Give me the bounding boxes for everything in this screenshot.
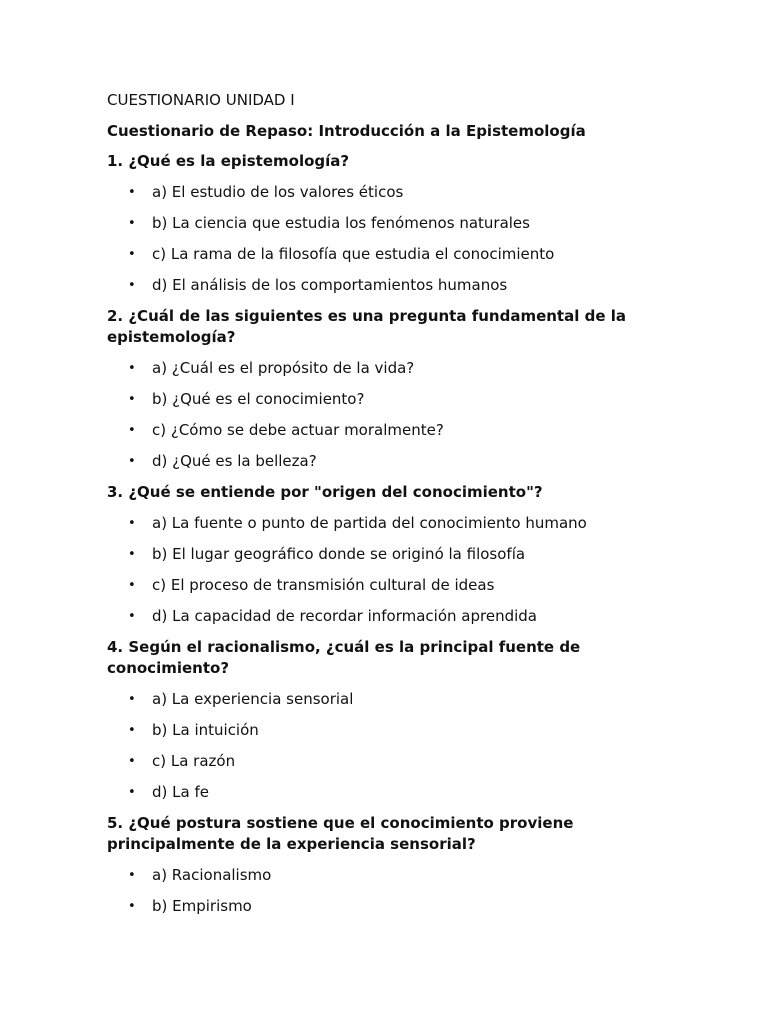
- bullet-icon: •: [128, 185, 136, 200]
- bullet-icon: •: [128, 578, 136, 593]
- bullet-icon: •: [128, 423, 136, 438]
- option-item: [107, 513, 667, 534]
- option-item: [107, 689, 667, 710]
- question-5: [107, 813, 667, 917]
- question-text: 2. ¿Cuál de las siguientes es una pregunta fundamental de la epistemología?: [107, 307, 626, 346]
- option-item: [107, 451, 667, 472]
- option-item: [107, 575, 667, 596]
- question-2: [107, 306, 667, 472]
- option-text: c) ¿Cómo se debe actuar moralmente?: [152, 421, 444, 439]
- option-text: d) La fe: [152, 783, 209, 801]
- option-text: a) ¿Cuál es el propósito de la vida?: [152, 359, 415, 377]
- option-item: [107, 389, 667, 410]
- bullet-icon: •: [128, 723, 136, 738]
- option-text: b) ¿Qué es el conocimiento?: [152, 390, 365, 408]
- bullet-icon: •: [128, 868, 136, 883]
- option-text: b) La intuición: [152, 721, 259, 739]
- bullet-icon: •: [128, 278, 136, 293]
- question-text: 3. ¿Qué se entiende por "origen del conocimiento"?: [107, 483, 543, 501]
- option-text: d) ¿Qué es la belleza?: [152, 452, 317, 470]
- option-item: [107, 720, 667, 741]
- option-text: a) La fuente o punto de partida del conocimiento humano: [152, 514, 587, 532]
- option-text: c) La rama de la filosofía que estudia el conocimiento: [152, 245, 555, 263]
- option-list: [107, 513, 667, 627]
- bullet-icon: •: [128, 516, 136, 531]
- option-list: [107, 358, 667, 472]
- bullet-icon: •: [128, 609, 136, 624]
- option-text: b) El lugar geográfico donde se originó la filosofía: [152, 545, 526, 563]
- bullet-icon: •: [128, 754, 136, 769]
- option-list: [107, 865, 667, 917]
- option-item: [107, 751, 667, 772]
- option-item: [107, 213, 667, 234]
- document-page: [107, 89, 667, 927]
- question-1: [107, 151, 667, 296]
- option-item: [107, 275, 667, 296]
- bullet-icon: •: [128, 899, 136, 914]
- bullet-icon: •: [128, 547, 136, 562]
- option-text: a) La experiencia sensorial: [152, 690, 354, 708]
- option-text: a) El estudio de los valores éticos: [152, 183, 404, 201]
- question-3: [107, 482, 667, 627]
- document-subtitle: Cuestionario de Repaso: Introducción a la Epistemología: [107, 122, 586, 140]
- option-text: b) La ciencia que estudia los fenómenos naturales: [152, 214, 530, 232]
- option-item: [107, 182, 667, 203]
- question-text: 4. Según el racionalismo, ¿cuál es la principal fuente de conocimiento?: [107, 638, 581, 677]
- option-item: [107, 865, 667, 886]
- option-text: d) La capacidad de recordar información aprendida: [152, 607, 537, 625]
- option-item: [107, 782, 667, 803]
- question-text: 1. ¿Qué es la epistemología?: [107, 152, 350, 170]
- question-4: [107, 637, 667, 803]
- bullet-icon: •: [128, 392, 136, 407]
- option-item: [107, 244, 667, 265]
- bullet-icon: •: [128, 692, 136, 707]
- option-item: [107, 420, 667, 441]
- option-text: b) Empirismo: [152, 897, 252, 915]
- bullet-icon: •: [128, 785, 136, 800]
- option-text: a) Racionalismo: [152, 866, 272, 884]
- bullet-icon: •: [128, 454, 136, 469]
- option-text: c) La razón: [152, 752, 236, 770]
- option-item: [107, 544, 667, 565]
- bullet-icon: •: [128, 361, 136, 376]
- option-item: [107, 896, 667, 917]
- question-text: 5. ¿Qué postura sostiene que el conocimiento proviene principalmente de la experiencia sensorial?: [107, 814, 574, 853]
- bullet-icon: •: [128, 247, 136, 262]
- option-text: d) El análisis de los comportamientos humanos: [152, 276, 508, 294]
- option-item: [107, 358, 667, 379]
- option-list: [107, 182, 667, 296]
- option-text: c) El proceso de transmisión cultural de ideas: [152, 576, 495, 594]
- bullet-icon: •: [128, 216, 136, 231]
- option-list: [107, 689, 667, 803]
- option-item: [107, 606, 667, 627]
- document-title: CUESTIONARIO UNIDAD I: [107, 91, 295, 109]
